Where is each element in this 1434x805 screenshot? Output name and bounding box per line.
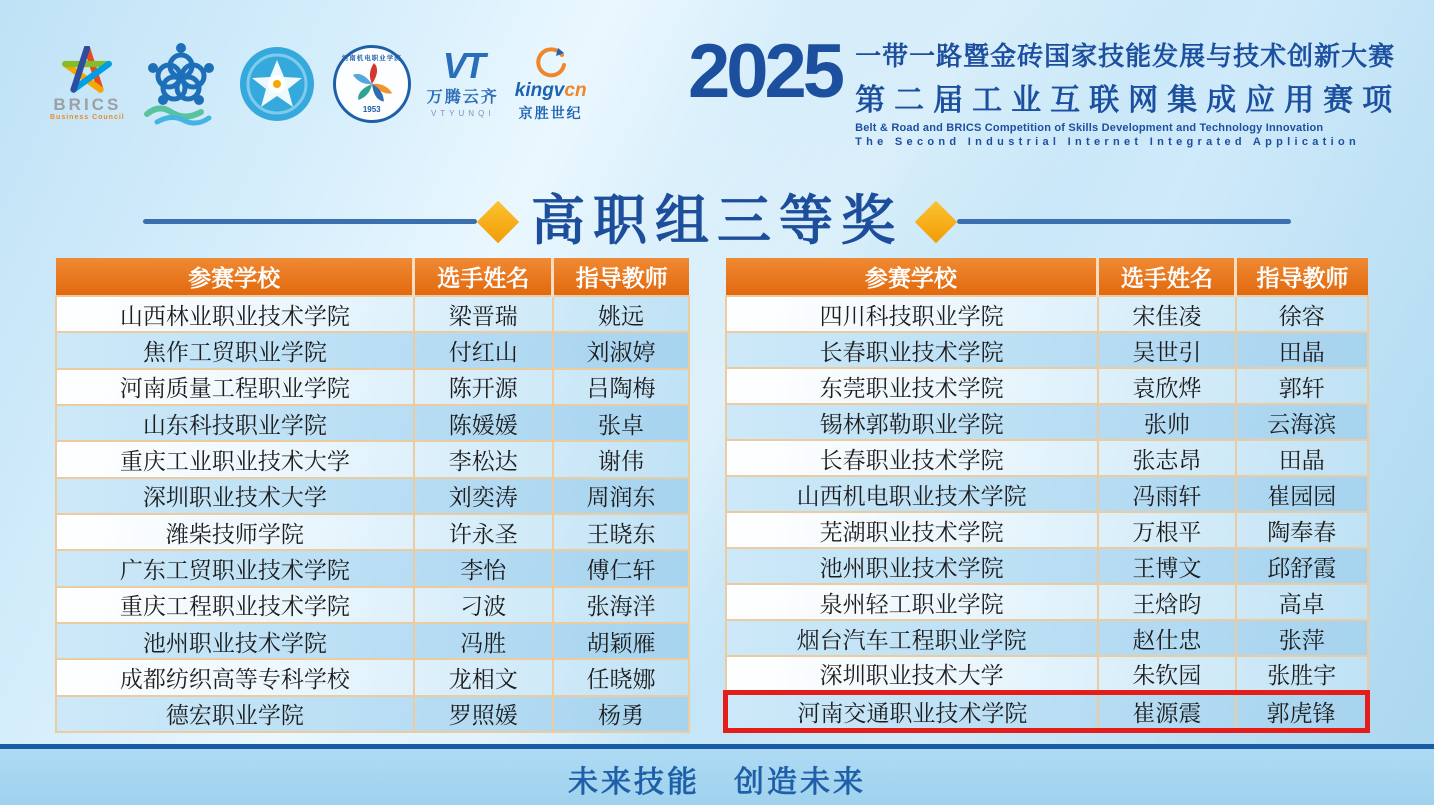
contestant-cell: 刘奕涛 xyxy=(414,478,553,514)
seal-year: 1953 xyxy=(362,105,381,114)
contestant-cell: 李怡 xyxy=(414,550,553,586)
slogan-right: 创造未来 xyxy=(734,766,866,799)
seal-ring-text: 河南机电职业学院 xyxy=(341,55,402,62)
table-row xyxy=(56,659,689,695)
school-cell: 四川科技职业学院 xyxy=(726,296,1098,332)
table-row xyxy=(726,296,1368,332)
henan-college-seal-logo xyxy=(333,45,411,123)
brics-star-icon xyxy=(62,46,112,94)
teacher-cell: 杨勇 xyxy=(553,696,689,732)
contestant-cell: 张志昂 xyxy=(1098,440,1236,476)
contestant-cell: 许永圣 xyxy=(414,514,553,550)
column-header-contestant: 选手姓名 xyxy=(1098,258,1236,296)
table-row xyxy=(726,620,1368,656)
diamond-icon-left xyxy=(477,200,519,242)
contestant-cell: 赵仕忠 xyxy=(1098,620,1236,656)
contestant-cell: 付红山 xyxy=(414,332,553,368)
vtyunqi-logo xyxy=(426,44,499,119)
teacher-cell: 王晓东 xyxy=(553,514,689,550)
school-cell: 焦作工贸职业学院 xyxy=(56,332,414,368)
brics-logo-subtitle: Business Council xyxy=(50,113,125,121)
school-cell: 德宏职业学院 xyxy=(56,696,414,732)
contestant-cell: 梁晋瑞 xyxy=(414,296,553,332)
vtyunqi-en-label: VTYUNQI xyxy=(430,109,495,119)
slogan-left: 未来技能 xyxy=(568,766,700,799)
award-section-title xyxy=(0,192,1434,251)
school-cell: 长春职业技术学院 xyxy=(726,332,1098,368)
contestant-cell: 袁欣烨 xyxy=(1098,368,1236,404)
table-row xyxy=(56,514,689,550)
school-cell: 深圳职业技术大学 xyxy=(56,478,414,514)
event-title-block xyxy=(855,36,1401,148)
title-rule-left xyxy=(143,219,477,224)
teacher-cell: 邱舒霞 xyxy=(1236,548,1368,584)
teacher-cell: 徐容 xyxy=(1236,296,1368,332)
school-cell: 池州职业技术学院 xyxy=(726,548,1098,584)
pinwheel-icon xyxy=(350,62,394,106)
school-cell: 广东工贸职业技术学院 xyxy=(56,550,414,586)
contestant-cell: 王焓昀 xyxy=(1098,584,1236,620)
teacher-cell: 田晶 xyxy=(1236,440,1368,476)
kingvcn-brand xyxy=(515,81,587,100)
contestant-cell: 吴世引 xyxy=(1098,332,1236,368)
school-cell: 重庆工业职业技术大学 xyxy=(56,441,414,477)
column-header-school: 参赛学校 xyxy=(56,258,414,296)
table-row xyxy=(56,405,689,441)
skills-competition-emblem-logo xyxy=(141,40,221,128)
kingvcn-logo xyxy=(515,45,587,123)
column-header-contestant: 选手姓名 xyxy=(414,258,553,296)
teacher-cell: 张海洋 xyxy=(553,587,689,623)
contestant-cell: 刁波 xyxy=(414,587,553,623)
table-row xyxy=(726,584,1368,620)
contestant-cell: 李松达 xyxy=(414,441,553,477)
table-row xyxy=(726,440,1368,476)
teacher-cell: 云海滨 xyxy=(1236,404,1368,440)
school-cell: 池州职业技术学院 xyxy=(56,623,414,659)
teacher-cell: 高卓 xyxy=(1236,584,1368,620)
award-tables xyxy=(55,258,1370,733)
table-row xyxy=(56,696,689,732)
contestant-cell: 万根平 xyxy=(1098,512,1236,548)
footer-slogan xyxy=(0,757,1434,801)
award-table-left xyxy=(55,258,690,733)
event-title-en-line1: Belt & Road and BRICS Competition of Skills Development and Technology Innovation xyxy=(855,122,1324,134)
kingvcn-brand-orange: cn xyxy=(564,80,587,101)
vt-mark-icon: VT xyxy=(442,44,483,86)
table-row xyxy=(56,623,689,659)
column-header-teacher: 指导教师 xyxy=(553,258,689,296)
table-header-row xyxy=(726,258,1368,296)
school-cell: 锡林郭勒职业学院 xyxy=(726,404,1098,440)
event-title-cn-line1: 一带一路暨金砖国家技能发展与技术创新大赛 xyxy=(855,41,1396,71)
page-title: 高职组三等奖 xyxy=(531,191,903,251)
teacher-cell: 周润东 xyxy=(553,478,689,514)
sponsor-logo-strip xyxy=(50,32,587,136)
contestant-cell: 朱钦园 xyxy=(1098,656,1236,693)
contestant-cell: 宋佳凌 xyxy=(1098,296,1236,332)
brics-logo-title: BRICS xyxy=(53,94,122,114)
school-cell: 芜湖职业技术学院 xyxy=(726,512,1098,548)
event-year: 2025 xyxy=(688,29,842,114)
teacher-cell: 张萍 xyxy=(1236,620,1368,656)
kingvcn-cn-label: 京胜世纪 xyxy=(518,105,583,121)
table-header-row xyxy=(56,258,689,296)
school-cell: 重庆工程职业技术学院 xyxy=(56,587,414,623)
school-cell: 长春职业技术学院 xyxy=(726,440,1098,476)
teacher-cell: 张卓 xyxy=(553,405,689,441)
blue-circle-star-icon xyxy=(237,44,317,124)
contestant-cell: 陈媛媛 xyxy=(414,405,553,441)
teacher-cell: 吕陶梅 xyxy=(553,369,689,405)
table-row xyxy=(56,369,689,405)
table-row xyxy=(726,368,1368,404)
teacher-cell: 姚远 xyxy=(553,296,689,332)
teacher-cell: 张胜宇 xyxy=(1236,656,1368,693)
contestant-cell: 张帅 xyxy=(1098,404,1236,440)
title-rule-right xyxy=(957,219,1291,224)
teacher-cell: 谢伟 xyxy=(553,441,689,477)
school-cell: 泉州轻工职业学院 xyxy=(726,584,1098,620)
brics-business-council-logo xyxy=(50,46,125,122)
teacher-cell: 刘淑婷 xyxy=(553,332,689,368)
school-cell: 山东科技职业学院 xyxy=(56,405,414,441)
award-table-right xyxy=(723,258,1370,733)
teacher-cell: 郭轩 xyxy=(1236,368,1368,404)
table-row xyxy=(726,512,1368,548)
teacher-cell: 傅仁轩 xyxy=(553,550,689,586)
school-cell: 东莞职业技术学院 xyxy=(726,368,1098,404)
teacher-cell: 胡颖雁 xyxy=(553,623,689,659)
swoosh-circle-icon xyxy=(534,45,568,79)
school-cell: 河南质量工程职业学院 xyxy=(56,369,414,405)
school-cell: 河南交通职业技术学院 xyxy=(726,693,1098,731)
contestant-cell: 冯胜 xyxy=(414,623,553,659)
school-cell: 潍柴技师学院 xyxy=(56,514,414,550)
event-title-en-line2: The Second Industrial Internet Integrated Application xyxy=(855,136,1361,148)
table-row xyxy=(726,404,1368,440)
table-row xyxy=(726,548,1368,584)
contestant-cell: 陈开源 xyxy=(414,369,553,405)
school-cell: 烟台汽车工程职业学院 xyxy=(726,620,1098,656)
contestant-cell: 龙相文 xyxy=(414,659,553,695)
event-title-cn-line2: 第二届工业互联网集成应用赛项 xyxy=(855,84,1402,117)
teacher-cell: 任晓娜 xyxy=(553,659,689,695)
teacher-cell: 郭虎锋 xyxy=(1236,693,1368,731)
table-row xyxy=(56,587,689,623)
kingvcn-brand-blue: kingv xyxy=(514,80,565,101)
table-row xyxy=(56,332,689,368)
contestant-cell: 王博文 xyxy=(1098,548,1236,584)
teacher-cell: 陶奉春 xyxy=(1236,512,1368,548)
table-row xyxy=(56,296,689,332)
teacher-cell: 崔园园 xyxy=(1236,476,1368,512)
contestant-cell: 罗照媛 xyxy=(414,696,553,732)
event-masthead xyxy=(688,29,1402,148)
table-row xyxy=(726,693,1368,731)
column-header-school: 参赛学校 xyxy=(726,258,1098,296)
knot-wave-icon xyxy=(141,40,221,128)
school-cell: 山西林业职业技术学院 xyxy=(56,296,414,332)
school-cell: 山西机电职业技术学院 xyxy=(726,476,1098,512)
diamond-icon-right xyxy=(915,200,957,242)
table-row xyxy=(726,656,1368,693)
school-cell: 成都纺织高等专科学校 xyxy=(56,659,414,695)
table-row xyxy=(56,478,689,514)
teacher-cell: 田晶 xyxy=(1236,332,1368,368)
table-row xyxy=(726,476,1368,512)
school-cell: 深圳职业技术大学 xyxy=(726,656,1098,693)
table-row xyxy=(56,550,689,586)
star-emblem-logo xyxy=(237,44,317,124)
contestant-cell: 崔源震 xyxy=(1098,693,1236,731)
table-row xyxy=(726,332,1368,368)
column-header-teacher: 指导教师 xyxy=(1236,258,1368,296)
vtyunqi-cn-label: 万腾云齐 xyxy=(426,89,499,107)
contestant-cell: 冯雨轩 xyxy=(1098,476,1236,512)
table-row xyxy=(56,441,689,477)
